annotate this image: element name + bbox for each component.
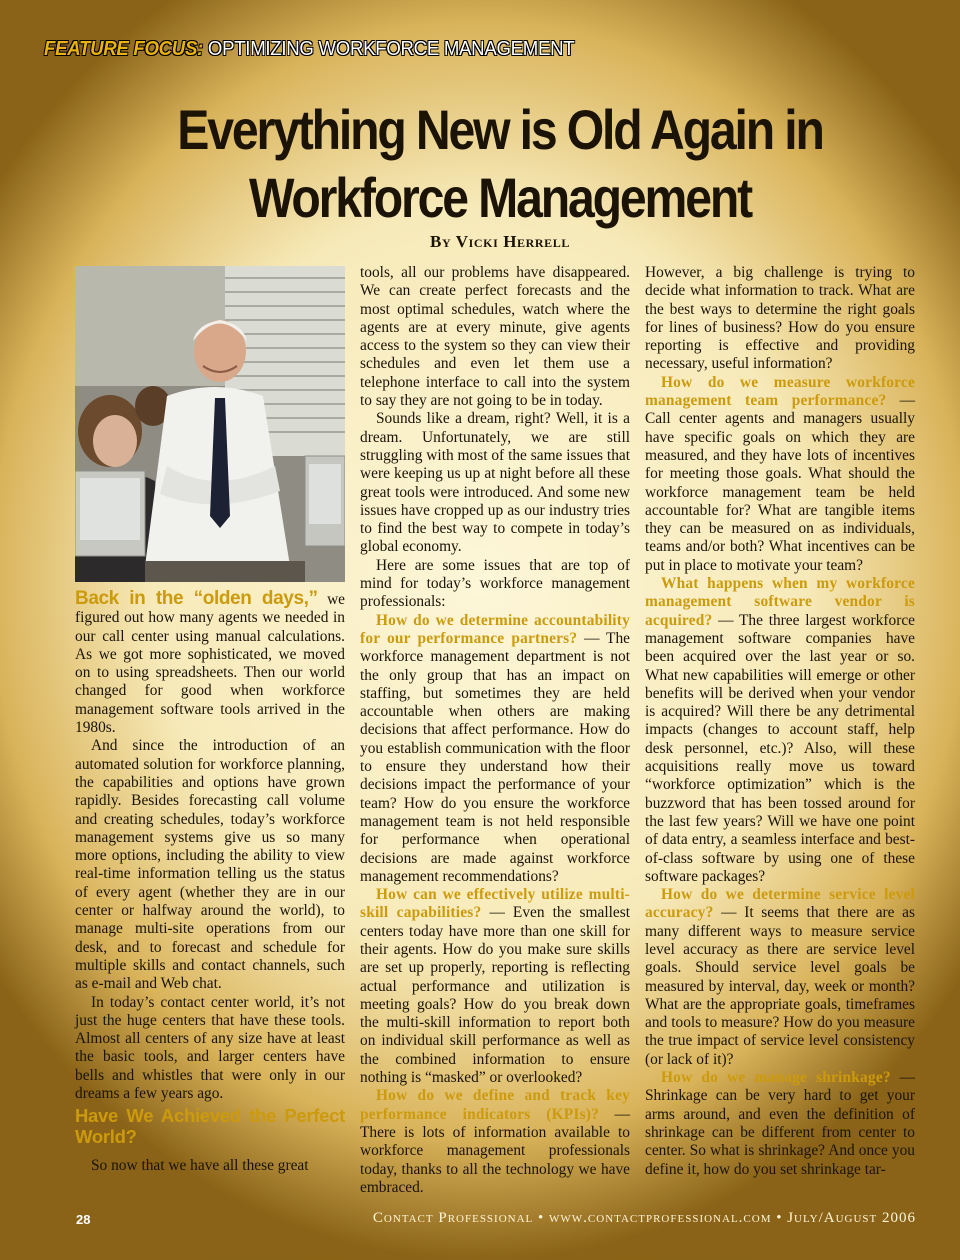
paragraph: However, a big challenge is trying to decide what information to track. What are the best ways to determine the right goals for lines of business? How do you ensure reporting is effective and providing necessary, useful information?: [645, 264, 915, 373]
issue-paragraph: [645, 575, 915, 886]
paragraph: tools, all our problems have disappeared. We can create perfect forecasts and the most optimal schedules, watch where the agents are at every minute, give agents access to the system so they can view their schedules and even let them use a telephone interface to call into the system to say they are not going to be in today.: [360, 264, 630, 410]
paragraph: Sounds like a dream, right? Well, it is a dream. Unfortunately, we are still struggling with most of the same issues that were keeping us up at night before all these great tools were introduced. And some new issues have cropped up as our industry tries to find the best way to compete in today’s global economy.: [360, 410, 630, 556]
lead-in: Back in the “olden days,”: [75, 588, 318, 609]
issue-paragraph: [360, 612, 630, 886]
article-title: [122, 96, 879, 232]
issue-question: How do we manage shrinkage?: [661, 1069, 891, 1087]
issue-question: How do we define and track key performance indicators (KPIs)?: [360, 1087, 630, 1123]
paragraph: Here are some issues that are top of mind for today’s workforce management professionals:: [360, 556, 630, 611]
page-number: 28: [76, 1212, 91, 1227]
article-photo: [75, 266, 345, 582]
column-2: [360, 264, 630, 1197]
title-line-1: Everything New is Old Again in: [177, 98, 823, 161]
paragraph: [75, 590, 345, 737]
column-3: [645, 264, 915, 1179]
issue-question: How can we effectively utilize multi-skill capabilities?: [360, 886, 630, 922]
paragraph: And since the introduction of an automated solution for workforce planning, the capabilities and options have grown rapidly. Besides forecasting call volume and creating schedules, today’s workforce management systems give us so many more options, including the ability to view real-time information telling us the status of every agent (whether they are in our center or halfway around the world), to manage multi-site operations from our desk, and to forecast and schedule for multiple skills and contact channels, such as e-mail and Web chat.: [75, 737, 345, 993]
issue-question: How do we determine service level accuracy?: [645, 886, 915, 922]
subheading: Have We Achieved the Perfect World?: [75, 1105, 345, 1148]
issue-body: — There is lots of information available to workforce management professionals today, thanks to all the technology we have embraced.: [360, 1105, 630, 1196]
issue-question: What happens when my workforce management software vendor is acquired?: [645, 575, 915, 629]
issue-body: — The workforce management department is not the only group that has an impact on staffing, but sometimes they are held accountable when others are making decisions that affect performance. How do you establish communication with the floor to ensure they understand how their decisions impact the performance of your team? How do you ensure the workforce management team is not held responsible for performance when operational decisions are made against workforce management recommendations?: [360, 629, 630, 885]
issue-paragraph: [360, 886, 630, 1087]
paragraph: So now that we have all these great: [91, 1157, 309, 1175]
byline: By Vicki Herrell: [430, 232, 570, 251]
footer-publication-line: Contact Professional • www.contactprofessional.com • July/August 2006: [372, 1210, 916, 1226]
issue-paragraph: [360, 1087, 630, 1197]
title-line-2: Workforce Management: [248, 166, 752, 229]
column-1: [75, 590, 345, 1176]
issue-body: — Shrinkage can be very hard to get your arms around, and even the definition of shrinkage can be different from center to center. So what is shrinkage? And once you define it, how do you set shrinkage tar-: [645, 1069, 915, 1178]
section-kicker: [44, 38, 574, 61]
paragraph: In today’s contact center world, it’s not just the huge centers that have these tools. Almost all centers of any size have at least the basic tools, and larger centers have bells and whistles that were only in our dreams a few years ago.: [75, 993, 345, 1103]
office-scene-illustration: [75, 266, 345, 582]
kicker-accent: FEATURE FOCUS:: [44, 38, 204, 60]
paragraph-text: we figured out how many agents we needed in our call center using manual calculations. As we got more sophisticated, we moved on to using spreadsheets. Then our world changed for good when workforce management software tools arrived in the 1980s.: [75, 591, 346, 737]
issue-paragraph: [645, 1069, 915, 1179]
issue-body: — The three largest workforce management software companies have been acquired over the last year or so. What new capabilities will emerge or other benefits will be derived when your vendor is acquired? Will there be any detrimental impacts (changes to account staff, help desk personnel, etc.)? Also, will these acquisitions really move us toward “workforce optimization” which is the buzzword that has been tossed around for the last few years? Will we have one point of data entry, a seamless interface and best-of-class software by using one of these software packages?: [645, 611, 915, 885]
issue-body: — It seems that there are as many different ways to measure service level accuracy as there are service level goals. Should service level goals be measured by interval, day, week or month? What are the appropriate goals, timeframes and tools to measure? How do you measure the true impact of service level consistency (or lack of it)?: [645, 904, 915, 1068]
kicker-topic: OPTIMIZING WORKFORCE MANAGEMENT: [203, 38, 575, 60]
issue-body: — Call center agents and managers usually have specific goals on which they are measured, and they have lots of incentives for meeting those goals. What should the workforce management team be held accountable for? What are tangible items they can be measured on as individuals, teams and/or both? What incentives can be put in place to motivate your team?: [645, 392, 915, 574]
issue-question: How do we measure workforce management team performance?: [645, 373, 915, 410]
issue-paragraph: [645, 886, 915, 1069]
issue-body: — Even the smallest centers today have more than one skill for their agents. How do you make sure skills are set up properly, reporting is reflecting actual performance and utilization is meeting goals? How do you break down the multi-skill information to report both on individual skill performance as well as the combined information to ensure nothing is “masked” or overlooked?: [360, 904, 630, 1087]
issue-question: How do we determine accountability for our performance partners?: [360, 611, 630, 647]
issue-paragraph: [645, 374, 915, 575]
